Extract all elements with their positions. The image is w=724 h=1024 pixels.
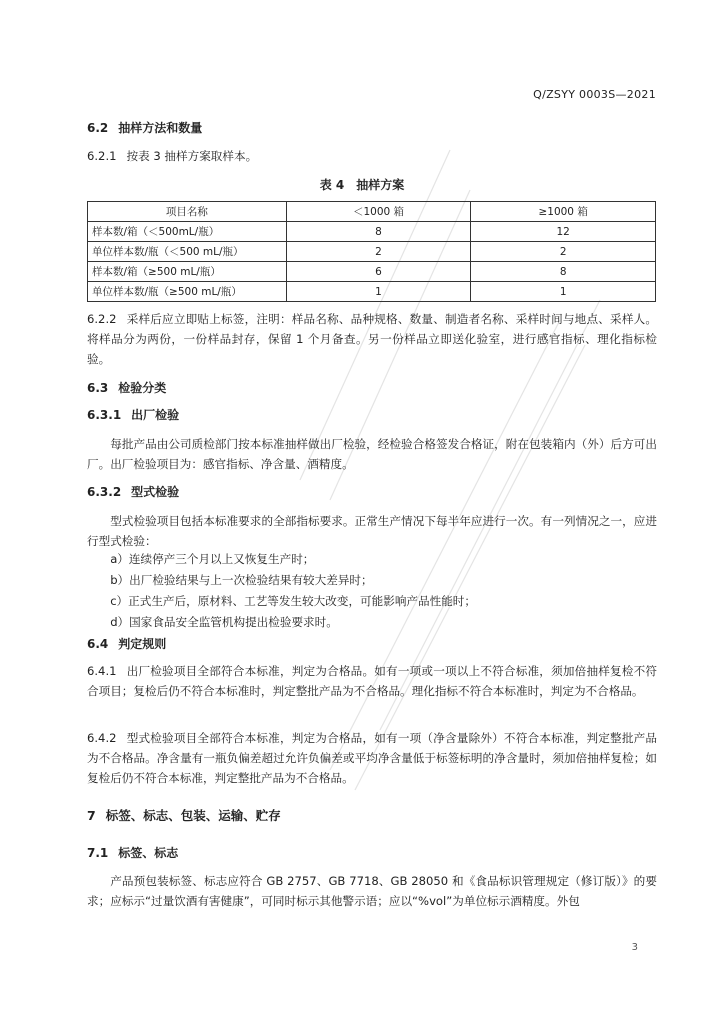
table-cell: 8	[471, 262, 656, 282]
clause-number: 6.2.1	[87, 149, 117, 163]
sampling-table	[87, 201, 656, 302]
table-cell: 单位样本数/瓶（＜500 mL/瓶）	[88, 242, 287, 262]
clause-number: 6.4.1	[87, 664, 117, 678]
table-row	[88, 262, 656, 282]
condition-list	[87, 549, 657, 633]
section-number: 6.4	[87, 637, 109, 651]
list-item: d）国家食品安全监管机构提出检验要求时。	[110, 615, 338, 629]
table-row	[88, 222, 656, 242]
clause-6-2-2	[87, 309, 657, 369]
clause-text: 采样后应立即贴上标签，注明：样品名称、品种规格、数量、制造者名称、采样时间与地点、采样人。将样品分为两份，一份样品封存，保留 1 个月备查。另一份样品立即送化验室，进行感官指标、理化指标检验。	[87, 312, 657, 366]
section-title: 检验分类	[118, 381, 167, 395]
table-cell: 1	[471, 282, 656, 302]
table-cell: 单位样本数/瓶（≥500 mL/瓶）	[88, 282, 287, 302]
page-number: 3	[631, 942, 638, 953]
table-cell: 样本数/箱（≥500 mL/瓶）	[88, 262, 287, 282]
clause-title: 型式检验	[131, 485, 180, 499]
section-title: 标签、标志、包装、运输、贮存	[105, 808, 281, 823]
table-header-row	[88, 202, 656, 222]
table-cell: 8	[286, 222, 471, 242]
clause-text: 型式检验项目全部符合本标准，判定为合格品，如有一项（净含量除外）不符合本标准，判定整批产品为不合格品。净含量有一瓶负偏差超过允许负偏差或平均净含量低于标签标明的净含量时，须加倍抽样复检；如复检后仍不符合本标准，判定整批产品为不合格品。	[87, 731, 657, 785]
table-cell: 12	[471, 222, 656, 242]
clause-6-3-2-heading	[87, 482, 657, 502]
section-6-4-heading	[87, 634, 657, 654]
list-item: a）连续停产三个月以上又恢复生产时；	[110, 552, 315, 566]
clause-6-2-1	[87, 146, 657, 166]
table-cell: 2	[471, 242, 656, 262]
section-number: 7	[87, 808, 96, 823]
document-id: Q/ZSYY 0003S—2021	[533, 88, 656, 101]
section-number: 6.2	[87, 121, 109, 135]
clause-number: 6.2.2	[87, 312, 117, 326]
clause-number: 6.4.2	[87, 731, 117, 745]
clause-text: 按表 3 抽样方案取样本。	[126, 149, 258, 163]
clause-6-4-1	[87, 661, 657, 701]
table-cell: 样本数/箱（＜500mL/瓶）	[88, 222, 287, 242]
section-6-3-heading	[87, 378, 657, 398]
clause-number: 6.3.2	[87, 485, 122, 499]
clause-title: 出厂检验	[131, 408, 180, 422]
section-7-1-heading	[87, 843, 657, 863]
table-cell: 6	[286, 262, 471, 282]
clause-6-3-2-text: 型式检验项目包括本标准要求的全部指标要求。正常生产情况下每半年应进行一次。有一列情况之一，应进行型式检验：	[87, 514, 657, 548]
clause-number: 6.3.1	[87, 408, 122, 422]
section-number: 7.1	[87, 846, 109, 860]
table-header-cell: ≥1000 箱	[471, 202, 656, 222]
table-header-cell: 项目名称	[88, 202, 287, 222]
table-cell: 1	[286, 282, 471, 302]
section-title: 标签、标志	[118, 846, 179, 860]
section-title: 判定规则	[118, 637, 167, 651]
section-title: 抽样方法和数量	[118, 121, 203, 135]
table-header-cell: ＜1000 箱	[286, 202, 471, 222]
clause-text: 出厂检验项目全部符合本标准，判定为合格品。如有一项或一项以上不符合标准，须加倍抽样复检不符合项目；复检后仍不符合本标准时，判定整批产品为不合格品。理化指标不符合本标准时，判定为不合格品。	[87, 664, 657, 698]
table-row	[88, 282, 656, 302]
clause-6-3-1-text: 每批产品由公司质检部门按本标准抽样做出厂检验，经检验合格签发合格证，附在包装箱内（外）后方可出厂。出厂检验项目为：感官指标、净含量、酒精度。	[87, 437, 657, 471]
table-cell: 2	[286, 242, 471, 262]
table-row	[88, 242, 656, 262]
list-item: c）正式生产后，原材料、工艺等发生较大改变，可能影响产品性能时；	[110, 594, 476, 608]
section-6-2-heading	[87, 118, 657, 138]
section-7-heading	[87, 806, 657, 826]
clause-6-4-2	[87, 728, 657, 788]
section-7-1-text: 产品预包装标签、标志应符合 GB 2757、GB 7718、GB 28050 和《食品标识管理规定（修订版）》的要求；应标示“过量饮酒有害健康”，可同时标示其他警示语；应以“%vol”为单位标示酒精度。外包	[87, 874, 657, 908]
section-number: 6.3	[87, 381, 109, 395]
clause-6-3-1-heading	[87, 405, 657, 425]
list-item: b）出厂检验结果与上一次检验结果有较大差异时；	[110, 573, 373, 587]
table-title: 表 4 抽样方案	[319, 178, 405, 192]
